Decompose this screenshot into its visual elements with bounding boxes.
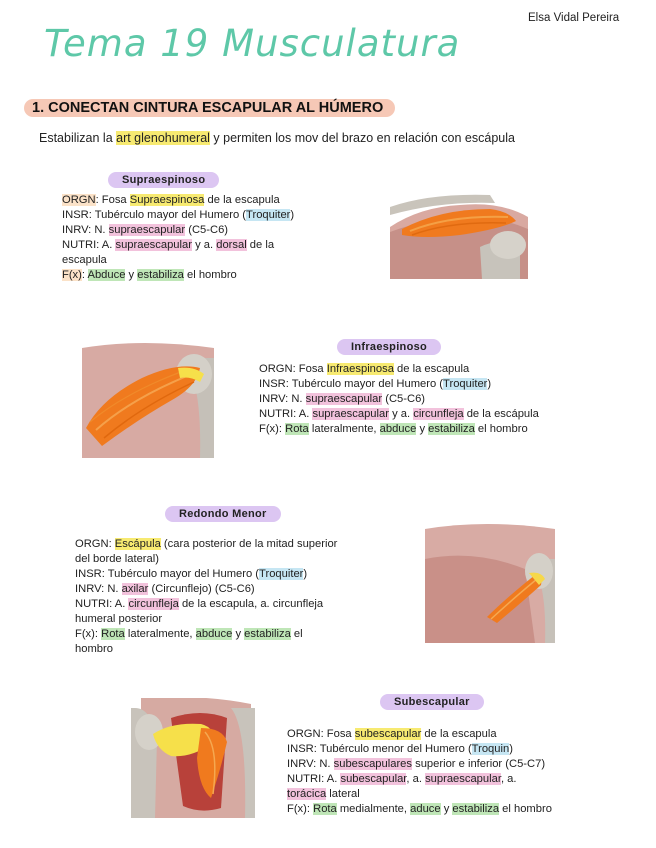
infraespinoso-illustration xyxy=(82,338,214,458)
highlighted-term: abduce xyxy=(379,423,417,435)
highlighted-term: Rota xyxy=(313,803,337,815)
subescapular-illustration xyxy=(131,698,258,818)
text-segment: hombro xyxy=(75,643,113,655)
muscle-line xyxy=(75,597,337,612)
text-segment: INSR: Tubérculo mayor del Humero ( xyxy=(75,568,260,580)
muscle-line xyxy=(62,223,294,238)
text-segment: ORGN: Fosa xyxy=(259,363,327,375)
author-name: Elsa Vidal Pereira xyxy=(528,12,620,24)
text-segment: el hombro xyxy=(499,803,552,815)
highlighted-term: estabiliza xyxy=(428,423,475,435)
highlighted-term: estabiliza xyxy=(244,628,291,640)
highlighted-term: Supraespinosa xyxy=(129,194,205,206)
highlighted-term: estabiliza xyxy=(452,803,500,815)
highlighted-term: subescapular xyxy=(340,773,407,785)
text-segment: ORGN: xyxy=(75,538,115,550)
page-title: Tema 19 Musculatura xyxy=(44,22,461,65)
text-segment: del borde lateral) xyxy=(75,553,159,565)
muscle-block-infraespinoso xyxy=(259,362,539,437)
muscle-title-redondo-menor: Redondo Menor xyxy=(165,506,281,522)
text-segment: (cara posterior de la mitad superior xyxy=(160,538,338,550)
intro-text xyxy=(39,131,515,145)
muscle-line xyxy=(259,407,539,422)
text-segment: de la escapula xyxy=(204,194,280,206)
text-segment: (C5-C6) xyxy=(185,224,229,236)
muscle-line xyxy=(287,772,552,787)
muscle-line xyxy=(287,787,552,802)
muscle-line xyxy=(287,727,552,742)
text-segment: F(x): xyxy=(75,628,102,640)
section-heading: 1. CONECTAN CINTURA ESCAPULAR AL HÚMERO xyxy=(24,99,395,117)
text-segment: NUTRI: A. xyxy=(62,239,116,251)
text-segment: de la xyxy=(246,239,275,251)
muscle-line xyxy=(62,208,294,223)
text-segment: y a. xyxy=(388,408,414,420)
intro-highlight: art glenohumeral xyxy=(116,131,210,145)
highlighted-term: aduce xyxy=(410,803,441,815)
text-segment: lateral xyxy=(326,788,360,800)
text-segment: de la escapula xyxy=(393,363,470,375)
text-segment: : xyxy=(81,269,88,281)
text-segment: el xyxy=(290,628,303,640)
text-segment: y xyxy=(440,803,453,815)
text-segment: lateralmente, xyxy=(124,628,196,640)
muscle-line xyxy=(62,193,294,208)
muscle-line xyxy=(75,552,337,567)
redondo-menor-illustration xyxy=(425,519,555,643)
highlighted-term: Troquiter xyxy=(259,568,304,580)
text-segment: INRV: N. xyxy=(75,583,122,595)
highlighted-term: Troquiter xyxy=(443,378,488,390)
highlighted-term: supraescapular xyxy=(305,393,383,405)
text-segment: INRV: N. xyxy=(259,393,306,405)
muscle-block-supraespinoso xyxy=(62,193,294,283)
highlighted-term: Abduce xyxy=(87,269,126,281)
text-segment: , a. xyxy=(406,773,426,785)
text-segment: y xyxy=(416,423,429,435)
muscle-line xyxy=(287,757,552,772)
text-segment: y xyxy=(125,269,138,281)
text-segment: INRV: N. xyxy=(62,224,109,236)
text-segment: superior e inferior (C5-C7) xyxy=(412,758,546,770)
highlighted-term: supraescapular xyxy=(108,224,186,236)
highlighted-term: supraescapular xyxy=(425,773,501,785)
muscle-line xyxy=(62,238,294,253)
muscle-line xyxy=(75,612,337,627)
muscle-line xyxy=(287,742,552,757)
muscle-line xyxy=(75,642,337,657)
text-segment: F(x): xyxy=(259,423,286,435)
highlighted-term: circunfleja xyxy=(413,408,464,420)
muscle-line xyxy=(259,422,539,437)
text-segment: : Fosa xyxy=(95,194,130,206)
muscle-line xyxy=(259,392,539,407)
highlighted-term: dorsal xyxy=(216,239,247,251)
text-segment: el hombro xyxy=(183,269,237,281)
intro-pre: Estabilizan la xyxy=(39,131,117,145)
highlighted-term: axilar xyxy=(121,583,149,595)
text-segment: , a. xyxy=(500,773,517,785)
muscle-title-supraespinoso: Supraespinoso xyxy=(108,172,219,188)
muscle-block-subescapular xyxy=(287,727,552,817)
highlighted-term: Troquin xyxy=(471,743,510,755)
text-segment: y xyxy=(232,628,245,640)
highlighted-term: ORGN xyxy=(62,194,96,206)
highlighted-term: Rota xyxy=(101,628,125,640)
text-segment: de la escapula xyxy=(421,728,497,740)
text-segment: F(x): xyxy=(287,803,314,815)
text-segment: ) xyxy=(290,209,295,221)
highlighted-term: abduce xyxy=(195,628,233,640)
text-segment: ) xyxy=(509,743,513,755)
highlighted-term: estabiliza xyxy=(137,269,184,281)
highlighted-term: circunfleja xyxy=(128,598,179,610)
muscle-line xyxy=(259,362,539,377)
highlighted-term: supraescapular xyxy=(312,408,389,420)
highlighted-term: Rota xyxy=(285,423,309,435)
highlighted-term: supraescapular xyxy=(115,239,192,251)
text-segment: el hombro xyxy=(474,423,528,435)
text-segment: NUTRI: A. xyxy=(259,408,313,420)
text-segment: INSR: Tubérculo mayor del Humero ( xyxy=(259,378,444,390)
highlighted-term: F(x) xyxy=(62,269,82,281)
muscle-line xyxy=(75,567,337,582)
highlighted-term: Infraespinosa xyxy=(326,363,394,375)
highlighted-term: Troquiter xyxy=(246,209,291,221)
muscle-line xyxy=(259,377,539,392)
text-segment: de la escapula, a. circunfleja xyxy=(178,598,324,610)
muscle-line xyxy=(287,802,552,817)
highlighted-term: subescapulares xyxy=(333,758,412,770)
text-segment: ORGN: Fosa xyxy=(287,728,355,740)
intro-post: y permiten los mov del brazo en relación con escápula xyxy=(209,131,515,145)
text-segment: INRV: N. xyxy=(287,758,334,770)
highlighted-term: Escápula xyxy=(114,538,161,550)
text-segment: ) xyxy=(487,378,492,390)
text-segment: INSR: Tubérculo mayor del Humero ( xyxy=(62,209,247,221)
muscle-block-redondo-menor xyxy=(75,537,337,657)
muscle-line xyxy=(75,582,337,597)
supraespinoso-illustration xyxy=(390,187,528,279)
muscle-line xyxy=(75,627,337,642)
text-segment: ) xyxy=(303,568,308,580)
muscle-title-infraespinoso: Infraespinoso xyxy=(337,339,441,355)
muscle-line xyxy=(62,253,294,268)
text-segment: lateralmente, xyxy=(308,423,380,435)
text-segment: NUTRI: A. xyxy=(287,773,341,785)
text-segment: escapula xyxy=(62,254,107,266)
highlighted-term: subescapular xyxy=(354,728,422,740)
muscle-title-subescapular: Subescapular xyxy=(380,694,484,710)
text-segment: de la escápula xyxy=(463,408,539,420)
muscle-line xyxy=(62,268,294,283)
muscle-line xyxy=(75,537,337,552)
highlighted-term: torácica xyxy=(287,788,327,800)
text-segment: medialmente, xyxy=(336,803,411,815)
text-segment: NUTRI: A. xyxy=(75,598,129,610)
text-segment: INSR: Tubérculo menor del Humero ( xyxy=(287,743,472,755)
text-segment: humeral posterior xyxy=(75,613,163,625)
text-segment: (Circunflejo) (C5-C6) xyxy=(148,583,255,595)
text-segment: y a. xyxy=(191,239,217,251)
text-segment: (C5-C6) xyxy=(382,393,426,405)
